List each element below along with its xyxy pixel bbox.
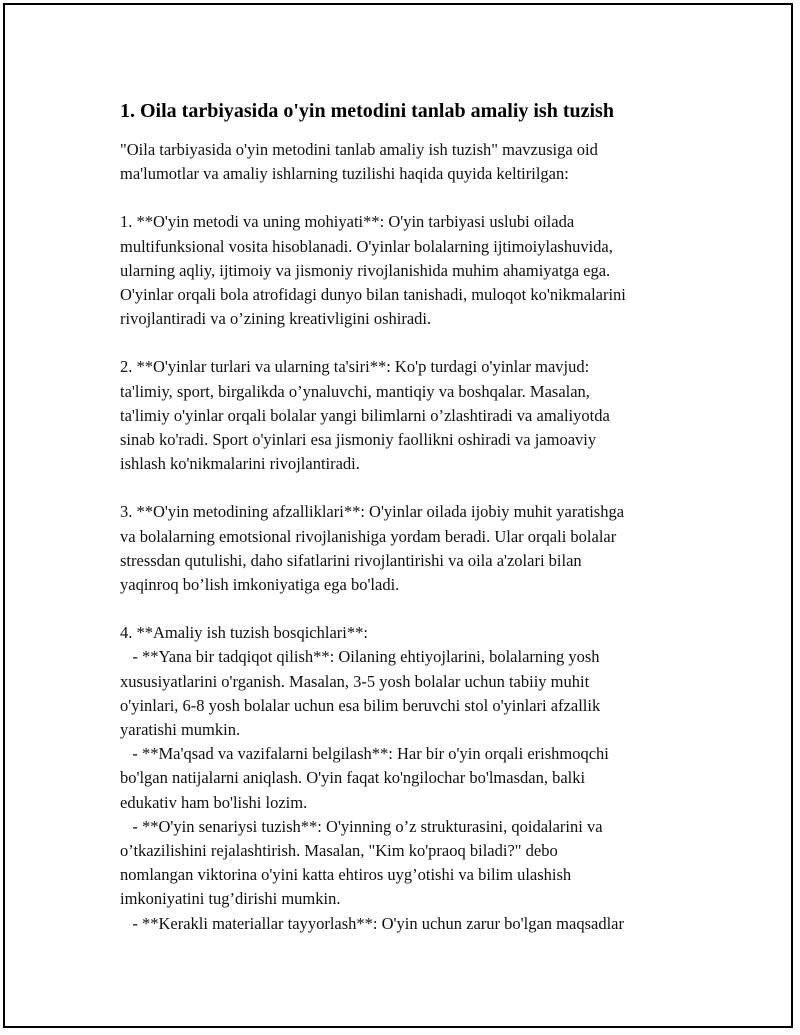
document-content (120, 97, 720, 936)
intro-paragraph: "Oila tarbiyasida o'yin metodini tanlab amaliy ish tuzish" mavzusiga oid ma'lumotlar va amaliy ishlarning tuzilishi haqida quyida keltirilgan: (120, 140, 598, 184)
section-4-paragraph: 4. **Amaliy ish tuzish bosqichlari**: - **Yana bir tadqiqot qilish**: Oilaning ehtiyojlarini, bolalarning yosh xususiyatlarini o'rganish. Masalan, 3-5 yosh bolalar uchun tabiiy muhit o'yinlari, 6-8 yosh bolalar uchun esa bilim beruvchi stol o'yinlari afzallik yaratishi mumkin. - **Ma'qsad va vazifalarni belgilash**: Har bir o'yin orqali erishmoqchi bo'lgan natijalarni aniqlash. O'yin faqat ko'ngilochar bo'lmasdan, balki edukativ ham bo'lishi lozim. - **O'yin senariysi tuzish**: O'yinning o’z strukturasini, qoidalarini va o’tkazilishini rejalashtirish. Masalan, "Kim ko'praoq biladi?" debo nomlangan viktorina o'yini katta ehtiros uyg’otishi va bilim ulashish imkoniyatini tug’dirishi mumkin. - **Kerakli materiallar tayyorlash**: O'yin uchun zarur bo'lgan maqsadlar (120, 623, 624, 933)
section-2-paragraph: 2. **O'yinlar turlari va ularning ta'siri**: Ko'p turdagi o'yinlar mavjud: ta'limiy, sport, birgalikda o’ynaluvchi, mantiqiy va boshqalar. Masalan, ta'limiy o'yinlar orqali bolalar yangi bilimlarni o’zlashtiradi va amaliyotda sinab ko'radi. Sport o'yinlari esa jismoniy faollikni oshiradi va jamoaviy ishlash ko'nikmalarini rivojlantiradi. (120, 357, 610, 474)
section-3-paragraph: 3. **O'yin metodining afzalliklari**: O'yinlar oilada ijobiy muhit yaratishga va bolalarning emotsional rivojlanishiga yordam beradi. Ular orqali bolalar stressdan qutulishi, daho sifatlarini rivojlantirishi va oila a'zolari bilan yaqinroq bo’lish imkoniyatiga ega bo'ladi. (120, 502, 625, 595)
document-page (3, 3, 793, 1028)
section-1-paragraph: 1. **O'yin metodi va uning mohiyati**: O'yin tarbiyasi uslubi oilada multifunksional vosita hisoblanadi. O'yinlar bolalarning ijtimoiylashuvida, ularning aqliy, ijtimoiy va jismoniy rivojlanishida muhim ahamiyatga ega. O'yinlar orqali bola atrofidagi dunyo bilan tanishadi, muloqot ko'nikmalarini rivojlantiradi va o’zining kreativligini oshiradi. (120, 212, 626, 329)
document-title: 1. Oila tarbiyasida o'yin metodini tanlab amaliy ish tuzish (120, 100, 614, 122)
